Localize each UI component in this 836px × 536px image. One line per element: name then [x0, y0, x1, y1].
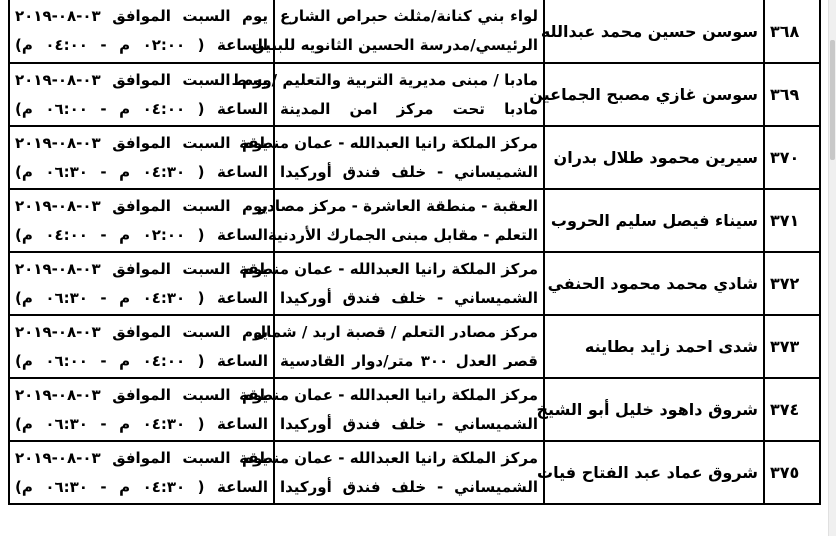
exam-location-line: الشميساني - خلف فندق أوركيدا	[280, 477, 538, 496]
table-row	[9, 189, 820, 252]
applicant-name: سيرين محمود طلال بدران	[544, 126, 764, 189]
exam-time: الساعة ( ٠٤:٠٠ م - ٠٦:٠٠ م)	[15, 351, 269, 370]
exam-location	[239, 252, 544, 315]
applicant-name: شدى احمد زايد بطاينه	[544, 315, 764, 378]
exam-schedule	[9, 0, 274, 63]
row-number: ٣٧٤	[764, 378, 820, 441]
table-row	[9, 126, 820, 189]
exam-location-line: الشميساني - خلف فندق أوركيدا	[280, 414, 538, 433]
table-row	[9, 63, 820, 126]
exam-location	[258, 189, 544, 252]
exam-location-line: مركز الملكة رانيا العبدالله - عمان منطقة	[239, 259, 538, 278]
exam-schedule	[9, 441, 274, 504]
exam-location-line: العقبة - منطقة العاشرة - مركز مصادر	[258, 196, 538, 215]
exam-time: الساعة ( ٠٤:٣٠ م - ٠٦:٣٠ م)	[15, 477, 269, 496]
exam-time: الساعة ( ٠٤:٣٠ م - ٠٦:٣٠ م)	[15, 414, 269, 433]
exam-date: يوم السبت الموافق ٠٣-٠٨-٢٠١٩	[15, 133, 268, 152]
table-row	[9, 315, 820, 378]
exam-location	[239, 378, 544, 441]
row-number: ٣٧٢	[764, 252, 820, 315]
applicants-table	[8, 0, 821, 505]
row-number: ٣٦٨	[764, 0, 820, 63]
row-number: ٣٧٣	[764, 315, 820, 378]
row-number: ٣٦٩	[764, 63, 820, 126]
exam-location-line: مادبا / مبنى مديرية التربية والتعليم /وسط	[231, 70, 538, 89]
table-row	[9, 378, 820, 441]
applicant-name: شروق عماد عبد الفتاح فيات	[544, 441, 764, 504]
exam-time: الساعة ( ٠٤:٠٠ م - ٠٦:٠٠ م)	[15, 99, 269, 118]
exam-date: يوم السبت الموافق ٠٣-٠٨-٢٠١٩	[15, 196, 268, 215]
exam-location	[231, 63, 544, 126]
exam-location-line: مركز الملكة رانيا العبدالله - عمان منطقة	[239, 133, 538, 152]
applicant-name: سيناء فيصل سليم الحروب	[544, 189, 764, 252]
exam-schedule	[9, 252, 274, 315]
applicant-name: شروق داهود خليل أبو الشيخ	[544, 378, 764, 441]
exam-location-line: مادبا تحت مركز امن المدينة	[280, 99, 538, 118]
exam-location	[239, 126, 544, 189]
applicant-name: سوسن غازي مصبح الجماعين	[544, 63, 764, 126]
exam-time: الساعة ( ٠٢:٠٠ م - ٠٤:٠٠ م)	[15, 225, 269, 244]
applicant-name: شادي محمد محمود الحنفي	[544, 252, 764, 315]
exam-location-line: مركز الملكة رانيا العبدالله - عمان منطقة	[239, 448, 538, 467]
exam-time: الساعة ( ٠٢:٠٠ م - ٠٤:٠٠ م)	[15, 36, 269, 54]
exam-time: الساعة ( ٠٤:٣٠ م - ٠٦:٣٠ م)	[15, 288, 269, 307]
applicant-name: سوسن حسين محمد عبدالله	[544, 0, 764, 63]
table-row	[9, 441, 820, 504]
exam-location-line: لواء بني كنانة/مثلث حبراص الشارع	[280, 7, 538, 25]
exam-location	[253, 315, 544, 378]
exam-schedule	[9, 315, 274, 378]
table-row	[9, 252, 820, 315]
row-number: ٣٧٠	[764, 126, 820, 189]
exam-location	[251, 0, 544, 63]
exam-location-line: التعلم - مقابل مبنى الجمارك الأردنية	[267, 225, 538, 244]
vertical-scrollbar[interactable]	[828, 0, 836, 536]
table-row	[9, 0, 820, 63]
exam-location-line: مركز مصادر التعلم / قصبة اربد / شمال	[253, 322, 538, 341]
exam-location-line: قصر العدل ٣٠٠ متر/دوار القادسية	[280, 351, 538, 370]
exam-date: يوم السبت الموافق ٠٣-٠٨-٢٠١٩	[15, 70, 268, 89]
exam-location-line: الرئيسي/مدرسة الحسين الثانويه للبنين	[251, 36, 538, 54]
exam-schedule	[9, 378, 274, 441]
exam-location-line: الشميساني - خلف فندق أوركيدا	[280, 162, 538, 181]
exam-schedule	[9, 63, 274, 126]
exam-date: يوم السبت الموافق ٠٣-٠٨-٢٠١٩	[15, 448, 268, 467]
exam-schedule	[9, 189, 274, 252]
row-number: ٣٧١	[764, 189, 820, 252]
exam-location	[239, 441, 544, 504]
exam-date: يوم السبت الموافق ٠٣-٠٨-٢٠١٩	[15, 7, 268, 25]
exam-date: يوم السبت الموافق ٠٣-٠٨-٢٠١٩	[15, 385, 268, 404]
exam-schedule	[9, 126, 274, 189]
exam-location-line: الشميساني - خلف فندق أوركيدا	[280, 288, 538, 307]
exam-date: يوم السبت الموافق ٠٣-٠٨-٢٠١٩	[15, 322, 268, 341]
scrollbar-thumb[interactable]	[830, 40, 835, 160]
row-number: ٣٧٥	[764, 441, 820, 504]
exam-date: يوم السبت الموافق ٠٣-٠٨-٢٠١٩	[15, 259, 268, 278]
exam-time: الساعة ( ٠٤:٣٠ م - ٠٦:٣٠ م)	[15, 162, 269, 181]
exam-location-line: مركز الملكة رانيا العبدالله - عمان منطقة	[239, 385, 538, 404]
